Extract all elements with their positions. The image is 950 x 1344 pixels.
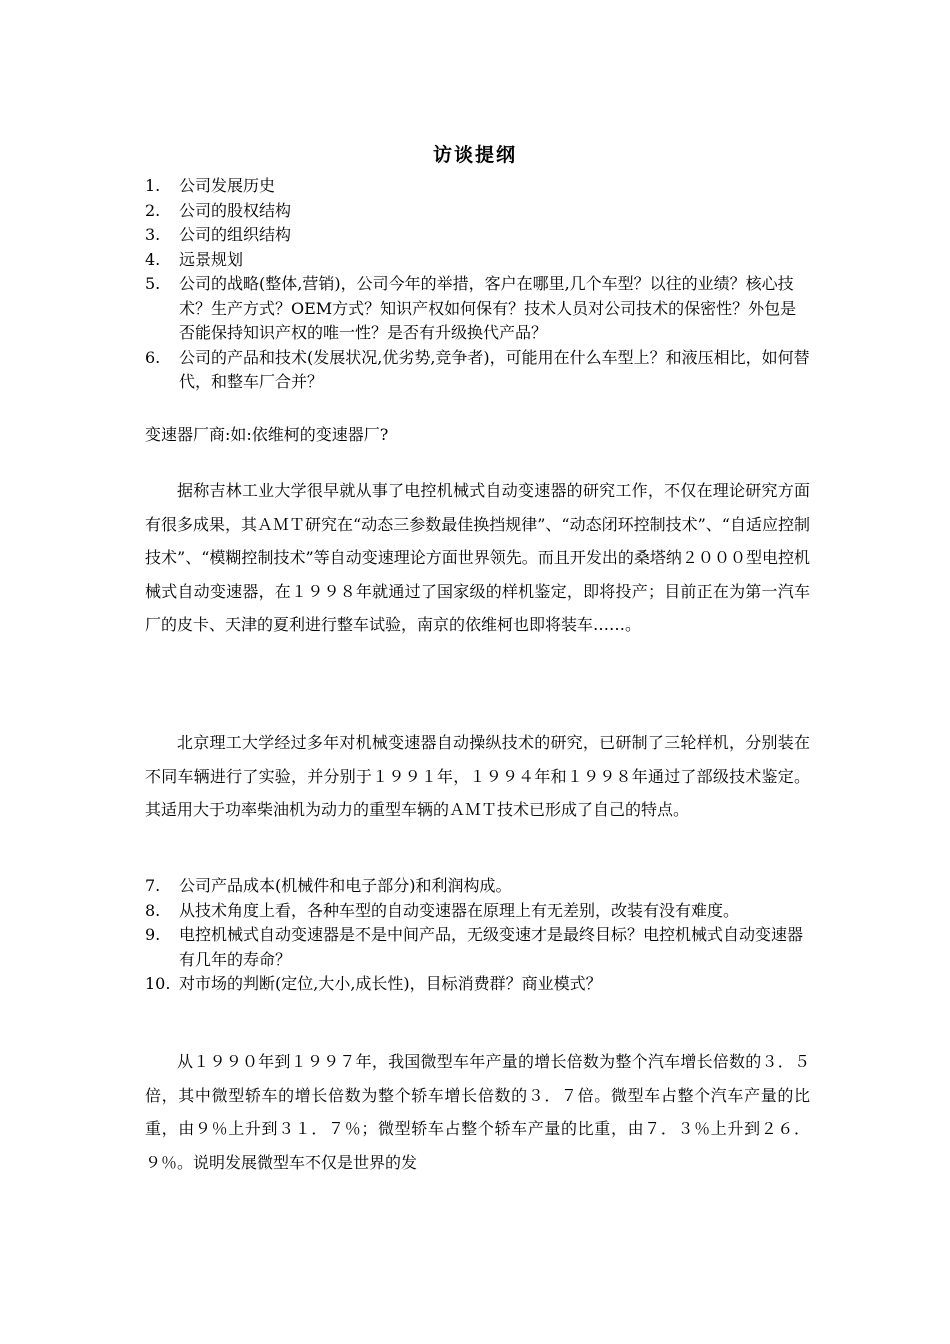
- document-title: 访谈提纲: [432, 144, 517, 166]
- list-item-number: 8.: [145, 900, 161, 920]
- list-item-text: 从技术角度上看，各种车型的自动变速器在原理上有无差别，改装有没有难度。: [179, 900, 740, 920]
- list-item: [145, 874, 810, 899]
- paragraph-jilin: 据称吉林工业大学很早就从事了电控机械式自动变速器的研究工作，不仅在理论研究方面有很多成果，其ＡＭＴ研究在“动态三参数最佳换挡规律”、“动态闭环控制技术”、“自适应控制技术”、“模糊控制技术”等自动变速理论方面世界领先。而且开发出的桑塔纳２０００型电控机械式自动变速器，在１９９８年就通过了国家级的样机鉴定，即将投产；目前正在为第一汽车厂的皮卡、天津的夏利进行整车试验，南京的依维柯也即将装车……。: [145, 481, 810, 634]
- list-item: [145, 248, 810, 273]
- list-item: [145, 223, 810, 248]
- supplier-note: 变速器厂商:如:依维柯的变速器厂?: [145, 425, 389, 444]
- list-item: [145, 899, 810, 924]
- list-item-number: 1.: [145, 176, 161, 195]
- outline-list-2: [145, 874, 810, 997]
- list-item-text: 公司的产品和技术(发展状况,优劣势,竞争者)，可能用在什么车型上？和液压相比，如何替代，和整车厂合并？: [179, 347, 810, 391]
- list-item-text: 公司的股权结构: [179, 200, 292, 220]
- list-item-number: 4.: [145, 249, 161, 269]
- list-item: [145, 199, 810, 224]
- list-item: [145, 972, 810, 997]
- list-item-number: 9.: [145, 925, 161, 944]
- list-item-number: 5.: [145, 274, 161, 293]
- list-item: [145, 923, 810, 972]
- list-item-text: 公司发展历史: [179, 176, 276, 195]
- paragraph-beijing: 北京理工大学经过多年对机械变速器自动操纵技术的研究，已研制了三轮样机，分别装在不同车辆进行了实验，并分别于１９９１年，１９９４年和１９９８年通过了部级技术鉴定。其适用大于功率柴油机为动力的重型车辆的ＡＭＴ技术已形成了自己的特点。: [145, 733, 810, 819]
- list-item-number: 6.: [145, 347, 161, 367]
- list-item-number: 3.: [145, 225, 161, 244]
- list-item: [145, 174, 810, 199]
- outline-list-1: [145, 174, 810, 395]
- list-item-number: 7.: [145, 876, 161, 895]
- list-item: [145, 272, 810, 346]
- list-item-text: 对市场的判断(定位,大小,成长性)，目标消费群？商业模式？: [179, 974, 602, 993]
- list-item-number: 2.: [145, 200, 161, 220]
- paragraph-microcar: 从１９９０年到１９９７年，我国微型车年产量的增长倍数为整个汽车增长倍数的３．５倍，其中微型轿车的增长倍数为整个轿车增长倍数的３．７倍。微型车占整个汽车产量的比重，由９％上升到３１．７％；微型轿车占整个轿车产量的比重，由７．３％上升到２６．９％。说明发展微型车不仅是世界的发: [145, 1052, 810, 1172]
- list-item-text: 公司产品成本(机械件和电子部分)和利润构成。: [179, 876, 512, 895]
- list-item-text: 公司的战略(整体,营销)，公司今年的举措，客户在哪里,几个车型？以往的业绩？核心技术？生产方式？OEM方式？知识产权如何保有？技术人员对公司技术的保密性？外包是否能保持知识产权的唯一性？是否有升级换代产品？: [179, 274, 797, 342]
- list-item-number: 10.: [145, 974, 171, 993]
- list-item-text: 公司的组织结构: [179, 225, 292, 244]
- list-item: [145, 346, 810, 395]
- list-item-text: 远景规划: [179, 249, 244, 269]
- list-item-text: 电控机械式自动变速器是不是中间产品，无级变速才是最终目标？电控机械式自动变速器有几年的寿命？: [179, 925, 804, 969]
